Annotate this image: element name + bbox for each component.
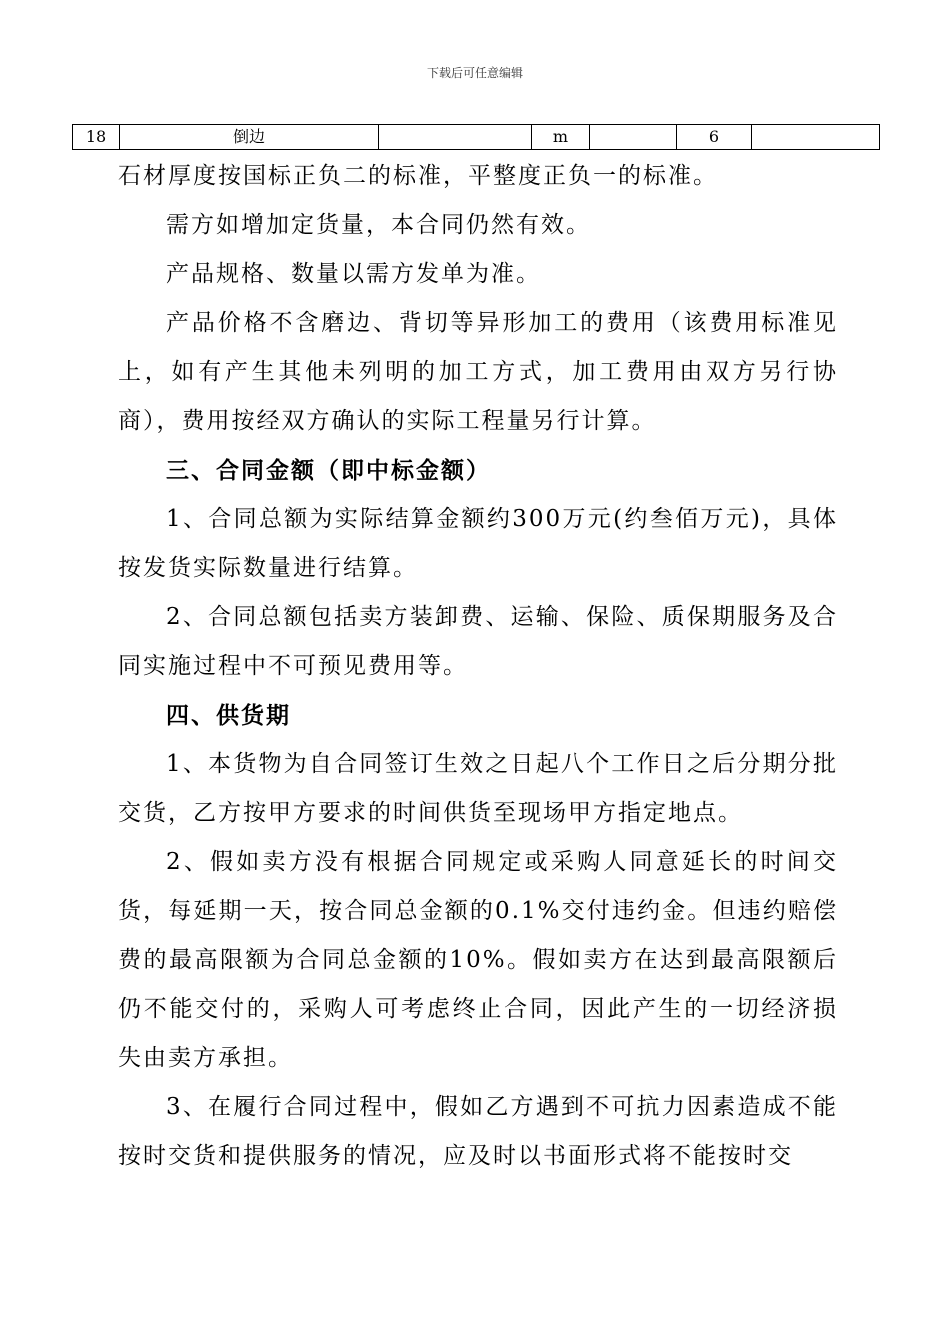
- paragraph-spec-quantity: 产品规格、数量以需方发单为准。: [166, 261, 541, 287]
- paragraph-late-penalty: 2、假如卖方没有根据合同规定或采购人同意延长的时间交货，每延期一天，按合同总金额的0.1%交付违约金。但违约赔偿费的最高限额为合同总金额的10%。假如卖方在达到最高限额后仍不能交付的，采购人可考虑终止合同，因此产生的一切经济损失由卖方承担。: [118, 849, 838, 1071]
- cell-no: 18: [73, 125, 120, 150]
- cell-price: 6: [677, 125, 752, 150]
- paragraph-thickness: 石材厚度按国标正负二的标准，平整度正负一的标准。: [118, 163, 718, 189]
- cell-item: 倒边: [120, 125, 379, 150]
- paragraph-price-processing: 产品价格不含磨边、背切等异形加工的费用（该费用标准见上，如有产生其他未列明的加工方式，加工费用由双方另行协商），费用按经双方确认的实际工程量另行计算。: [118, 310, 838, 434]
- paragraph-order-increase: 需方如增加定货量，本合同仍然有效。: [166, 212, 591, 238]
- cell-spec: [379, 125, 532, 150]
- cell-remark: [752, 125, 880, 150]
- paragraph-delivery-schedule: 1、本货物为自合同签订生效之日起八个工作日之后分期分批交货，乙方按甲方要求的时间供货至现场甲方指定地点。: [118, 751, 838, 826]
- cell-qty: [590, 125, 677, 150]
- paragraph-force-majeure: 3、在履行合同过程中，假如乙方遇到不可抗力因素造成不能按时交货和提供服务的情况，应及时以书面形式将不能按时交: [118, 1094, 838, 1169]
- table-row: [73, 125, 880, 150]
- paragraph-amount-includes: 2、合同总额包括卖方装卸费、运输、保险、质保期服务及合同实施过程中不可预见费用等。: [118, 604, 838, 679]
- section-heading-contract-amount: 三、合同金额（即中标金额）: [166, 457, 491, 484]
- document-body: [118, 152, 838, 1181]
- paragraph-total-amount: 1、合同总额为实际结算金额约300万元(约叁佰万元)，具体按发货实际数量进行结算。: [118, 506, 838, 581]
- header-note: 下载后可任意编辑: [426, 66, 523, 80]
- cell-unit: m: [532, 125, 590, 150]
- section-heading-delivery-period: 四、供货期: [166, 702, 291, 729]
- spec-table: [72, 124, 880, 150]
